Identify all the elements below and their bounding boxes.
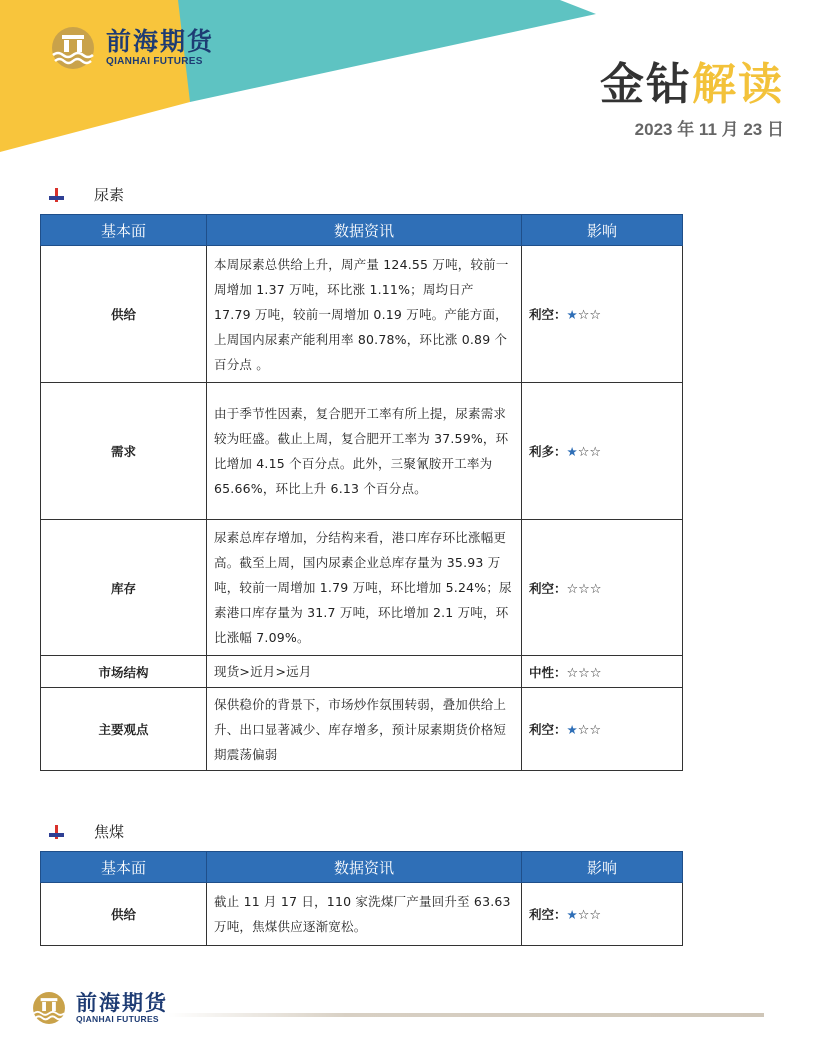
star-icon: ☆: [577, 908, 590, 923]
row-info: 截止 11 月 17 日，110 家洗煤厂产量回升至 63.63 万吨，焦煤供应逐渐宽松。: [207, 883, 522, 946]
coking-coal-table: [40, 851, 683, 946]
footer-logo-english-name: QIANHAI FUTURES: [76, 1014, 159, 1024]
table-header-row: [41, 215, 683, 246]
section-heading-coking-coal: [48, 821, 124, 842]
logo-chinese-name: 前海期货: [106, 27, 215, 56]
title-part-2: 解读: [692, 59, 784, 110]
section-heading-urea: [48, 184, 124, 205]
company-logo: [48, 26, 214, 70]
table-row: [41, 656, 683, 688]
row-factor: 需求: [41, 383, 207, 520]
star-icon: ☆: [589, 665, 602, 681]
column-header-info: 数据资讯: [207, 215, 522, 246]
logo-icon: [30, 990, 68, 1026]
impact-label: 利空：: [529, 907, 567, 922]
star-icon: ☆: [589, 581, 602, 597]
impact-label: 利空：: [529, 722, 567, 737]
section-title: 尿素: [94, 186, 125, 204]
footer-logo: [30, 990, 168, 1026]
row-impact: [522, 656, 683, 688]
row-factor: 库存: [41, 520, 207, 656]
row-info: 现货>近月>远月: [207, 656, 522, 688]
star-rating: [567, 307, 602, 322]
star-icon: ☆: [589, 445, 602, 460]
row-impact: [522, 246, 683, 383]
row-factor: 供给: [41, 883, 207, 946]
report-title: [600, 48, 784, 112]
impact-label: 利空：: [529, 580, 567, 596]
column-header-factor: 基本面: [41, 852, 207, 883]
logo-icon: [48, 26, 98, 70]
star-icon: ☆: [578, 581, 590, 597]
star-icon: ☆: [589, 908, 602, 923]
row-factor: 供给: [41, 246, 207, 383]
star-icon: ★: [566, 444, 578, 459]
row-factor: 市场结构: [41, 656, 207, 688]
star-icon: ☆: [566, 581, 579, 597]
star-icon: ★: [566, 907, 578, 922]
star-rating: [567, 722, 602, 737]
table-row: [41, 246, 683, 383]
row-info: 由于季节性因素，复合肥开工率有所上提，尿素需求较为旺盛。截止上周，复合肥开工率为 37.59%，环比增加 4.15 个百分点。此外，三聚氰胺开工率为 65.66%，环比上升 6.13 个百分点。: [207, 383, 522, 520]
table-row: [41, 520, 683, 656]
table-row: [41, 883, 683, 946]
star-rating: [567, 665, 602, 680]
row-impact: [522, 383, 683, 520]
star-icon: ★: [566, 307, 578, 322]
table-row: [41, 688, 683, 771]
cross-bullet-icon: [48, 824, 64, 840]
footer-divider: [168, 1013, 764, 1017]
star-icon: ☆: [589, 723, 602, 738]
star-icon: ☆: [577, 308, 590, 323]
row-info: 本周尿素总供给上升，周产量 124.55 万吨，较前一周增加 1.37 万吨，环比涨 1.11%；周均日产 17.79 万吨，较前一周增加 0.19 万吨。产能方面，上周国内尿素产能利用率 80.78%，环比涨 0.89 个百分点 。: [207, 246, 522, 383]
urea-table: [40, 214, 683, 771]
section-title: 焦煤: [94, 823, 125, 841]
impact-label: 中性：: [529, 664, 567, 680]
star-rating: [567, 581, 602, 596]
column-header-factor: 基本面: [41, 215, 207, 246]
star-icon: ☆: [589, 308, 602, 323]
report-date: 2023 年 11 月 23 日: [634, 120, 784, 139]
cross-bullet-icon: [48, 187, 64, 203]
row-impact: [522, 688, 683, 771]
column-header-impact: 影响: [522, 852, 683, 883]
row-info: 尿素总库存增加，分结构来看，港口库存环比涨幅更高。截至上周，国内尿素企业总库存量为 35.93 万吨，较前一周增加 1.79 万吨，环比增加 5.24%；尿素港口库存量为 31.7 万吨，环比增加 2.1 万吨，环比涨幅 7.09%。: [207, 520, 522, 656]
logo-english-name: QIANHAI FUTURES: [106, 56, 203, 67]
star-icon: ☆: [577, 445, 590, 460]
star-rating: [567, 907, 602, 922]
row-info: 保供稳价的背景下，市场炒作氛围转弱，叠加供给上升、出口显著减少、库存增多，预计尿素期货价格短期震荡偏弱: [207, 688, 522, 771]
row-impact: [522, 883, 683, 946]
star-rating: [567, 444, 602, 459]
column-header-info: 数据资讯: [207, 852, 522, 883]
footer-logo-chinese-name: 前海期货: [76, 990, 168, 1015]
star-icon: ☆: [577, 723, 590, 738]
row-impact: [522, 520, 683, 656]
table-row: [41, 383, 683, 520]
row-factor: 主要观点: [41, 688, 207, 771]
column-header-impact: 影响: [522, 215, 683, 246]
title-part-1: 金钻: [600, 59, 692, 110]
table-header-row: [41, 852, 683, 883]
impact-label: 利空：: [529, 307, 567, 322]
star-icon: ☆: [566, 665, 579, 681]
star-icon: ★: [566, 722, 578, 737]
impact-label: 利多：: [529, 444, 567, 459]
star-icon: ☆: [578, 665, 590, 681]
